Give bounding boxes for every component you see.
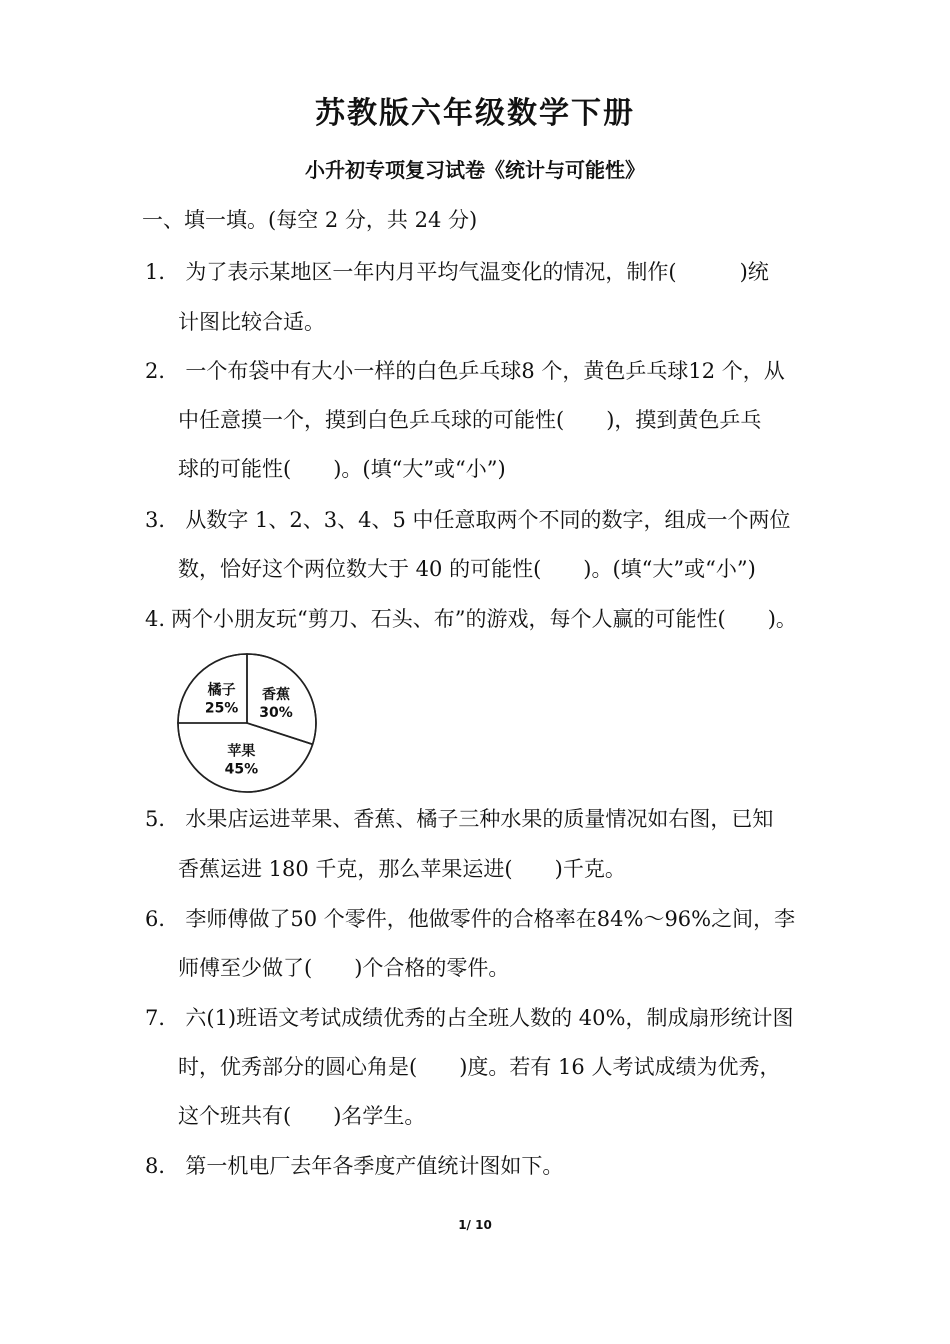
question-2-line-3: 球的可能性( )。(填“大”或“小”): [178, 457, 506, 481]
question-number: 8．: [145, 1154, 180, 1178]
question-number: 4.: [145, 607, 166, 631]
question-text: 水果店运进苹果、香蕉、橘子三种水果的质量情况如右图，已知: [185, 807, 774, 831]
question-7-line-2: 时，优秀部分的圆心角是( )度。若有 16 人考试成绩为优秀，: [178, 1055, 781, 1079]
fruit-pie-chart: [172, 649, 322, 797]
question-6-line-1: [145, 905, 795, 933]
pie-slice-label: 香蕉: [262, 686, 290, 703]
question-text: 两个小朋友玩“剪刀、石头、布”的游戏，每个人赢的可能性( )。: [171, 607, 797, 631]
pie-slice-label: 苹果: [227, 743, 256, 760]
question-number: 3．: [145, 508, 180, 532]
question-1-line-1: [145, 258, 769, 286]
question-text: 从数字 1、2、3、4、5 中任意取两个不同的数字，组成一个两位: [185, 508, 791, 532]
question-7-line-3: 这个班共有( )名学生。: [178, 1104, 426, 1128]
page-title: 苏教版六年级数学下册: [315, 96, 635, 131]
pie-slice-label: 橘子: [207, 682, 236, 699]
pie-slice-value: 25%: [204, 700, 239, 717]
question-7-line-1: [145, 1004, 793, 1032]
question-3-line-1: [145, 506, 791, 534]
question-8-line-1: [145, 1152, 563, 1180]
pie-slice-value: 30%: [259, 704, 293, 721]
question-4-line-1: [145, 605, 797, 633]
question-text: 六(1)班语文考试成绩优秀的占全班人数的 40%，制成扇形统计图: [185, 1006, 794, 1030]
question-text: 第一机电厂去年各季度产值统计图如下。: [185, 1154, 564, 1178]
question-text: 一个布袋中有大小一样的白色乒乓球8 个，黄色乒乓球12 个，从: [185, 359, 785, 383]
section-heading: 一、填一填。(每空 2 分，共 24 分): [142, 208, 478, 232]
pie-slice-value: 45%: [224, 761, 259, 778]
question-number: 6．: [145, 907, 180, 931]
question-5-line-2: 香蕉运进 180 千克，那么苹果运进( )千克。: [178, 857, 626, 881]
question-2-line-1: [145, 357, 785, 385]
question-3-line-2: 数，恰好这个两位数大于 40 的可能性( )。(填“大”或“小”): [178, 557, 756, 581]
question-text: 李师傅做了50 个零件，他做零件的合格率在84%～96%之间，李: [185, 907, 796, 931]
question-number: 1．: [145, 260, 180, 284]
page-number: 1/ 10: [458, 1218, 492, 1232]
question-number: 2．: [145, 359, 180, 383]
page-subtitle: 小升初专项复习试卷《统计与可能性》: [305, 158, 645, 182]
question-text: 为了表示某地区一年内月平均气温变化的情况，制作( )统: [185, 260, 769, 284]
question-6-line-2: 师傅至少做了( )个合格的零件。: [178, 956, 510, 980]
question-number: 5．: [145, 807, 180, 831]
question-1-line-2: 计图比较合适。: [178, 310, 325, 334]
question-2-line-2: 中任意摸一个，摸到白色乒乓球的可能性( )，摸到黄色乒乓: [178, 408, 762, 432]
question-number: 7．: [145, 1006, 180, 1030]
question-5-line-1: [145, 805, 773, 833]
